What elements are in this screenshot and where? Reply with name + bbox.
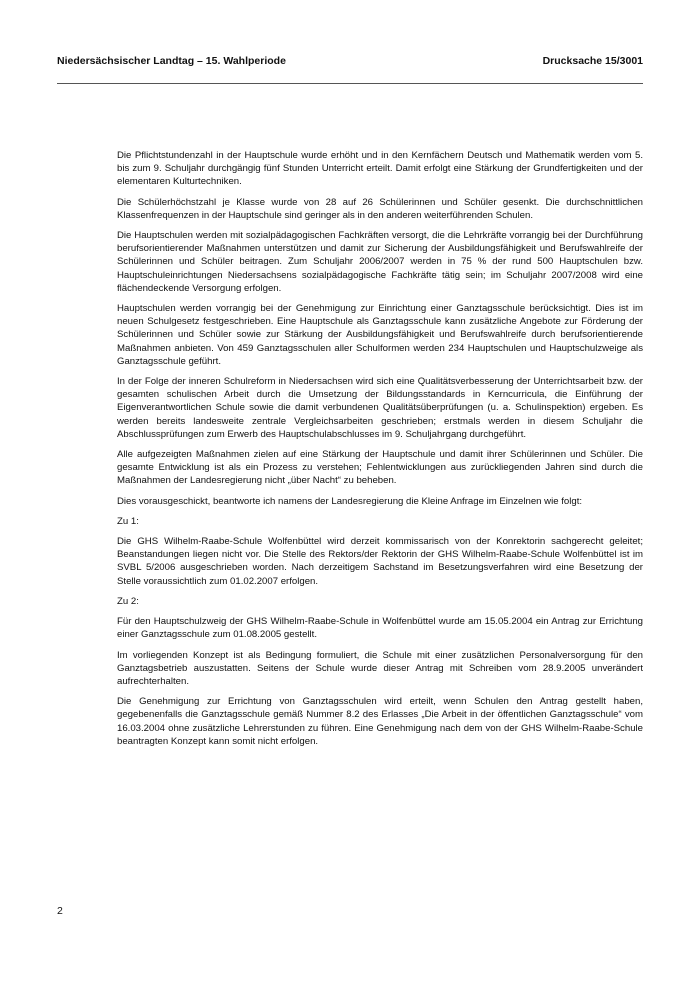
paragraph: Dies vorausgeschickt, beantworte ich namens der Landesregierung die Kleine Anfrage im Einzelnen wie folgt: <box>117 495 583 507</box>
paragraph: Die Schülerhöchstzahl je Klasse wurde von 28 auf 26 Schülerinnen und Schüler gesenkt. Die durchschnittlichen Klassenfrequenzen in der Hauptschule sind geringer als in den anderen weiterführenden Schulen. <box>117 196 643 221</box>
document-number: Drucksache 15/3001 <box>542 55 643 67</box>
paragraph: In der Folge der inneren Schulreform in Niedersachsen wird sich eine Qualitätsverbesserung der Unterrichtsarbeit bzw. der gesamten schulischen Arbeit durch die Umsetzung der Bildungsstandards in Kerncurricula, die Einführung der Eigenverantwortlichen Schule sowie die damit verbundenen Qualitätsüberprüfungen (u. a. Schulinspektion) ergeben. Es werden bereits landesweite zentrale Vergleichsarbeiten geschrieben; erstmals werden in diesem Schuljahr die Abschlussprüfungen zum Erwerb des Hauptschulabschlusses im 9. Schuljahrgang durchgeführt. <box>117 376 643 440</box>
page-header <box>57 55 643 68</box>
paragraph: Hauptschulen werden vorrangig bei der Genehmigung zur Einrichtung einer Ganztagsschule berücksichtigt. Dies ist im neuen Schulgesetz festgeschrieben. Eine Hauptschule als Ganztagsschule kann zusätzliche Angebote zur Förderung der Schülerinnen und Schüler sowie zur Stärkung der Ausbildungsfähigkeit und Berufswahlreife durch berufsorientierende Maßnahmen anbieten. Von 459 Ganztagsschulen aller Schulformen werden 234 Hauptschulen und Hauptschulzweige als Ganztagsschule geführt. <box>117 303 643 367</box>
paragraph: Die Genehmigung zur Errichtung von Ganztagsschulen wird erteilt, wenn Schulen den Antrag gestellt haben, gegebenenfalls die Ganztagsschule gemäß Nummer 8.2 des Erlasses „Die Arbeit in der öffentlichen Ganztagsschule“ vom 16.03.2004 ohne zusätzliche Lehrerstunden zu führen. Eine Genehmigung nach dem von der GHS Wilhelm-Raabe-Schule beantragten Konzept kann somit nicht erfolgen. <box>117 696 643 747</box>
paragraph: Im vorliegenden Konzept ist als Bedingung formuliert, die Schule mit einer zusätzlichen Personalversorgung für den Ganztagsbetrieb auszustatten. Seitens der Schule wurde dieser Antrag mit Schreiben vom 28.9.2005 unverändert aufrechterhalten. <box>117 649 643 687</box>
paragraph: Für den Hauptschulzweig der GHS Wilhelm-Raabe-Schule in Wolfenbüttel wurde am 15.05.2004 ein Antrag zur Errichtung einer Ganztagsschule zum 01.08.2005 gestellt. <box>117 616 643 641</box>
parliament-title: Niedersächsischer Landtag – 15. Wahlperiode <box>57 55 286 67</box>
paragraph: Die GHS Wilhelm-Raabe-Schule Wolfenbüttel wird derzeit kommissarisch von der Konrektorin sachgerecht geleitet; Beanstandungen liegen nicht vor. Die Stelle des Rektors/der Rektorin der GHS Wilhelm-Raabe-Schule Wolfenbüttel ist im SVBL 5/2006 ausgeschrieben worden. Nach derzeitigem Sachstand im Besetzungsverfahren wird eine Besetzung der Stelle voraussichtlich zum 01.02.2007 erfolgen. <box>117 536 643 587</box>
header-divider <box>57 83 643 84</box>
section-heading: Zu 1: <box>117 515 139 527</box>
page-number: 2 <box>57 905 63 917</box>
paragraph: Alle aufgezeigten Maßnahmen zielen auf eine Stärkung der Hauptschule und damit ihrer Schülerinnen und Schüler. Die gesamte Entwicklung ist als ein Prozess zu verstehen; Fehlentwicklungen aus zurückliegenden Jahren sind durch die Maßnahmen der Landesregierung nicht „über Nacht“ zu beheben. <box>117 449 643 487</box>
paragraph: Die Pflichtstundenzahl in der Hauptschule wurde erhöht und in den Kernfächern Deutsch und Mathematik werden vom 5. bis zum 9. Schuljahr durchgängig fünf Stunden Unterricht erteilt. Damit erfolgt eine Stärkung der Grundfertigkeiten und der elementaren Kulturtechniken. <box>117 150 643 188</box>
paragraph: Die Hauptschulen werden mit sozialpädagogischen Fachkräften versorgt, die die Lehrkräfte vorrangig bei der Durchführung berufsorientierender Maßnahmen unterstützen und damit zur Sicherung der Ausbildungsfähigkeit und Berufswahlreife der Schülerinnen und Schüler beitragen. Zum Schuljahr 2006/2007 werden in 75 % der rund 500 Hauptschulen bzw. Hauptschuleinrichtungen Niedersachsens sozialpädagogische Fachkräfte tätig sein; im Schuljahr 2007/2008 wird eine flächendeckende Versorgung erfolgen. <box>117 230 643 294</box>
document-body <box>117 149 643 755</box>
section-heading: Zu 2: <box>117 595 139 607</box>
